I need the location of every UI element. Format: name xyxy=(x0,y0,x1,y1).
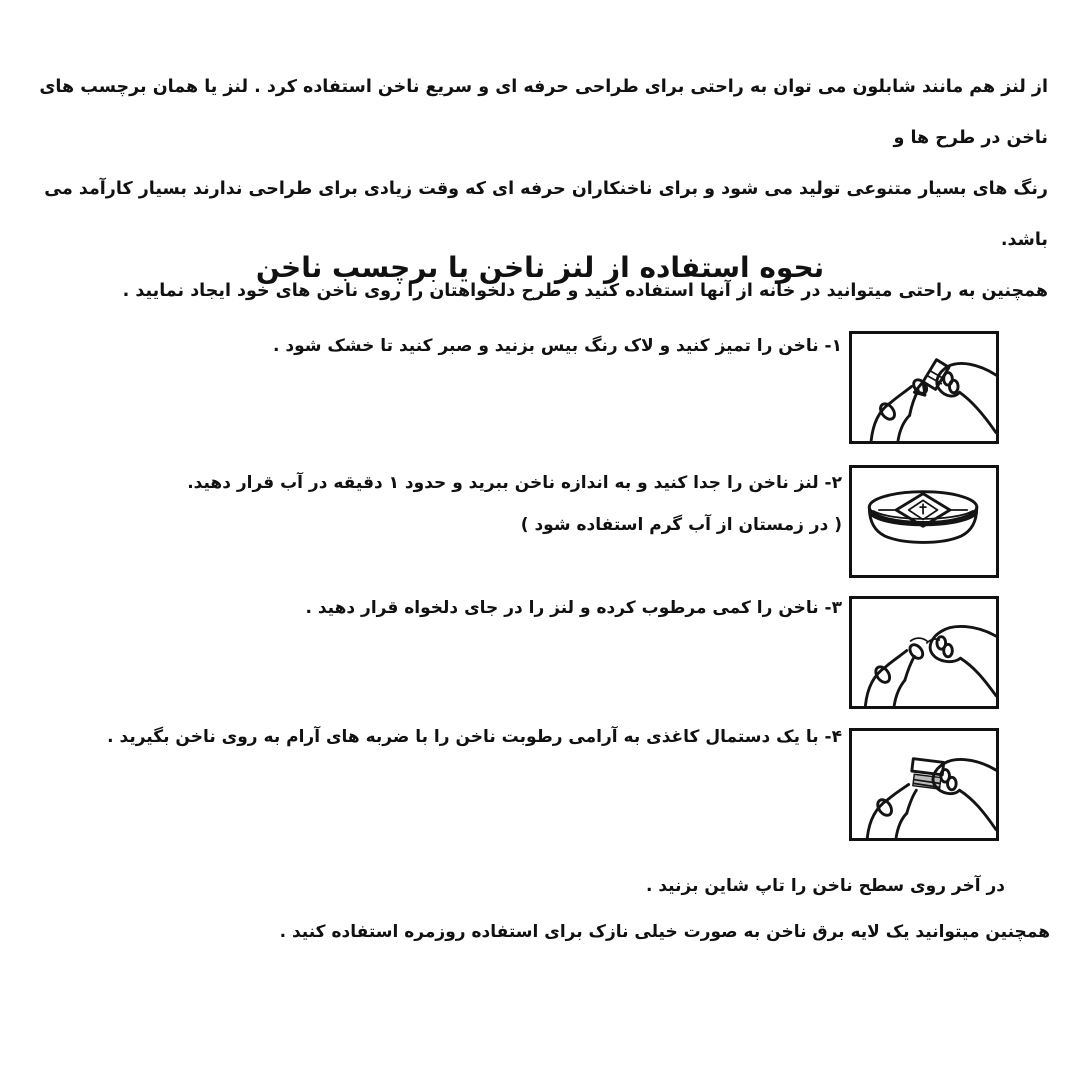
step-3-illustration-box xyxy=(849,596,999,709)
step-3-line-1: ۳- ناخن را کمی مرطوب کرده و لنز را در جای دلخواه قرار دهید . xyxy=(305,598,842,618)
hands-dabbing-tissue-illustration xyxy=(852,731,996,838)
hands-applying-base-coat-illustration xyxy=(852,334,996,441)
step-4-line-1: ۴- با یک دستمال کاغذی به آرامی رطوبت ناخن را با ضربه های آرام به روی ناخن بگیرید . xyxy=(107,727,842,747)
step-2-illustration-box xyxy=(849,465,999,578)
step-4-illustration-box xyxy=(849,728,999,841)
footer-line-2: همچنین میتوانید یک لایه برق ناخن به صورت خیلی نازک برای استفاده روزمره استفاده کنید . xyxy=(279,922,1050,942)
step-2-line-2: ( در زمستان از آب گرم استفاده شود ) xyxy=(520,515,842,535)
step-1-illustration-box xyxy=(849,331,999,444)
step-3-text xyxy=(40,595,842,621)
hands-placing-lens-illustration xyxy=(852,599,996,706)
step-1-line-1: ۱- ناخن را تمیز کنید و لاک رنگ بیس بزنید و صبر کنید تا خشک شود . xyxy=(273,336,842,356)
step-1-text xyxy=(40,333,842,359)
page-title: نحوه استفاده از لنز ناخن یا برچسب ناخن xyxy=(255,251,825,284)
step-4-text xyxy=(40,724,842,750)
intro-line-1: از لنز هم مانند شابلون می توان به راحتی برای طراحی حرفه ای و سریع ناخن استفاده کرد . لنز یا همان برچسب های ناخن در طرح ها و xyxy=(39,77,1048,148)
intro-line-2: رنگ های بسیار متنوعی تولید می شود و برای ناخنکاران حرفه ای که وقت زیادی برای طراحی ندارند بسیار کارآمد می باشد. xyxy=(44,179,1048,250)
step-2-line-1: ۲- لنز ناخن را جدا کنید و به اندازه ناخن ببرید و حدود ۱ دقیقه در آب قرار دهید. xyxy=(187,473,842,493)
footer-line-1: در آخر روی سطح ناخن را تاپ شاین بزنید . xyxy=(645,876,1005,896)
intro-line-3: همچنین به راحتی میتوانید در خانه از آنها استفاده کنید و طرح دلخواهتان را روی ناخن های خود ایجاد نمایید . xyxy=(122,281,1048,301)
step-2-text xyxy=(40,462,842,546)
bowl-of-water-illustration xyxy=(852,468,996,575)
